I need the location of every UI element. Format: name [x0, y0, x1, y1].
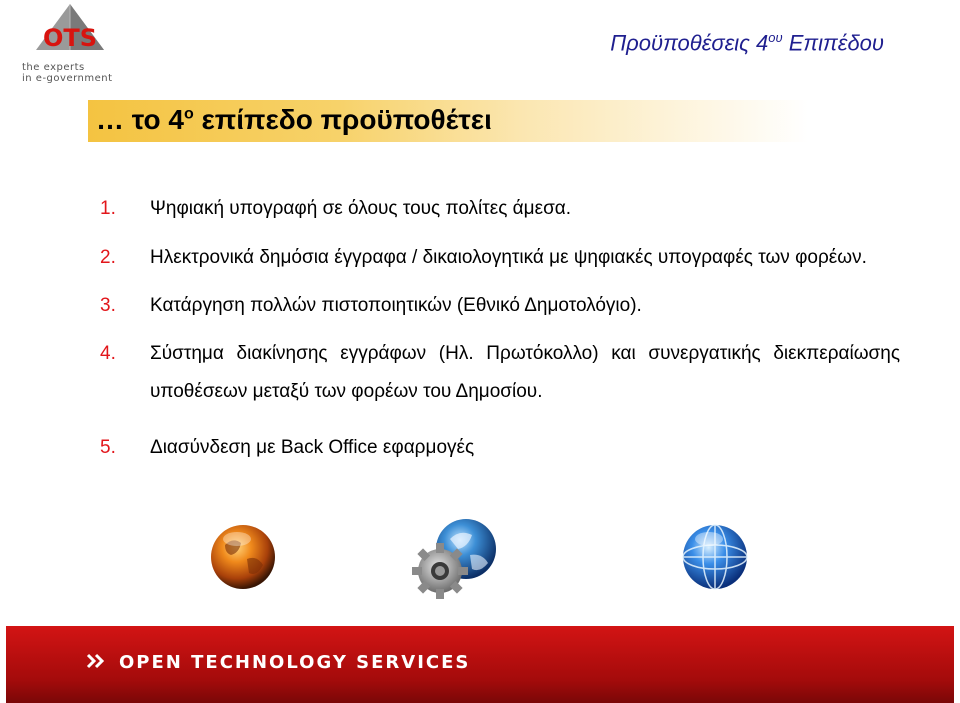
list-text: Ηλεκτρονικά δημόσια έγγραφα / δικαιολογητικά με ψηφιακές υπογραφές των φορέων. [150, 247, 867, 268]
svg-text:OTS: OTS [42, 24, 98, 52]
list-text: Κατάργηση πολλών πιστοποιητικών (Εθνικό Δημοτολόγιο). [150, 295, 642, 316]
ots-logo [14, 2, 126, 88]
double-chevron-icon [86, 653, 106, 669]
list-text: Ψηφιακή υπογραφή σε όλους τους πολίτες άμεσα. [150, 198, 572, 219]
list-item [100, 435, 900, 461]
globe-gear-icon [410, 509, 506, 601]
list-text: Διασύνδεση με Back Office εφαρμογές [150, 437, 475, 458]
list-item [100, 335, 900, 411]
list-number: 3. [100, 295, 116, 316]
list-number: 1. [100, 198, 116, 219]
orange-globe-icon [203, 515, 283, 595]
list-number: 4. [100, 343, 116, 364]
list-item [100, 245, 900, 271]
slide-title: Προϋποθέσεις $4^{o\upsilon}$ Επιπέδου [610, 30, 884, 56]
blue-network-globe-icon [675, 515, 755, 595]
list-number: 5. [100, 437, 116, 458]
logo-tagline: the experts in e-government [22, 62, 113, 84]
list-item [100, 293, 900, 319]
list-number: 2. [100, 247, 116, 268]
list-item [100, 196, 900, 222]
footer-brand-text: OPEN TECHNOLOGY SERVICES [119, 652, 471, 673]
list-text: Σύστημα διακίνησης εγγράφων (Ηλ. Πρωτόκολλο) και συνεργατικής διεκπεραίωσης υποθέσεων μεταξύ των φορέων του Δημοσίου. [150, 343, 900, 402]
globe-icons [195, 515, 755, 615]
subtitle-heading: … το $4^o$ επίπεδο προϋποθέτει [96, 104, 492, 135]
requirements-list [100, 196, 900, 461]
footer-bar [6, 626, 954, 703]
